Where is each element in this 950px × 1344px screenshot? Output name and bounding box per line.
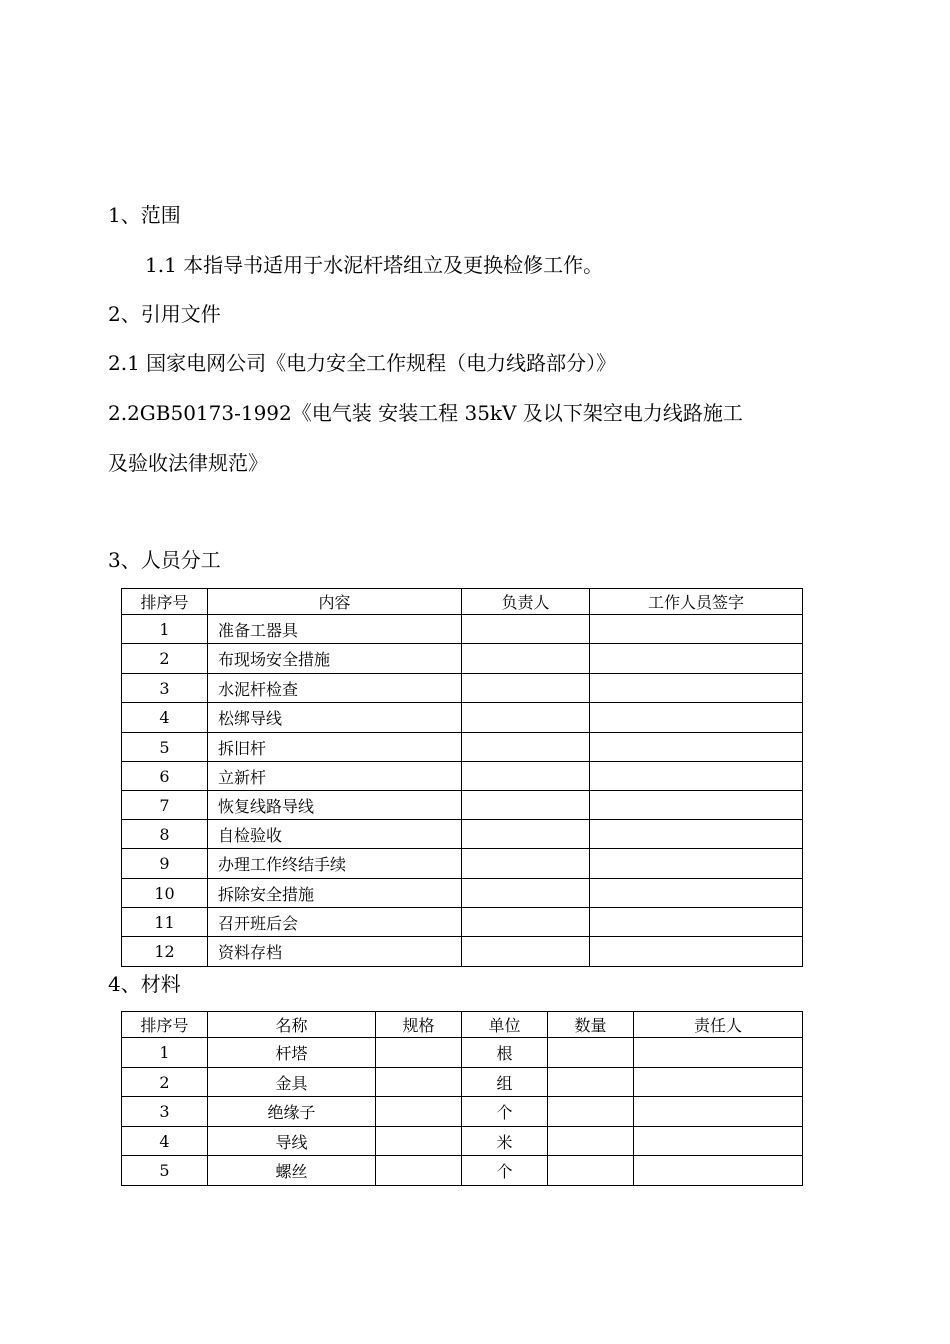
name-cell: 金具 bbox=[208, 1068, 376, 1097]
table-row bbox=[122, 937, 803, 967]
spec-cell bbox=[376, 1068, 462, 1097]
quantity-cell bbox=[548, 1038, 634, 1068]
section-4-title: 4、材料 bbox=[108, 972, 181, 996]
quantity-cell bbox=[548, 1097, 634, 1127]
owner-cell bbox=[462, 791, 590, 820]
name-cell: 杆塔 bbox=[208, 1038, 376, 1068]
owner-cell bbox=[462, 674, 590, 703]
table-row bbox=[122, 1068, 803, 1097]
spec-cell bbox=[376, 1097, 462, 1127]
signature-cell bbox=[590, 791, 803, 820]
table-row bbox=[122, 908, 803, 937]
table-row bbox=[122, 762, 803, 791]
owner-cell bbox=[462, 733, 590, 762]
table-row bbox=[122, 615, 803, 644]
table-row bbox=[122, 791, 803, 820]
materials-table-body bbox=[122, 1038, 803, 1186]
table-row bbox=[122, 849, 803, 879]
header-cell: 负责人 bbox=[462, 589, 590, 615]
signature-cell bbox=[590, 703, 803, 733]
owner-cell bbox=[462, 879, 590, 908]
row-number-cell: 2 bbox=[122, 1068, 208, 1097]
owner-cell bbox=[634, 1038, 803, 1068]
content-cell: 恢复线路导线 bbox=[208, 791, 462, 820]
row-number-cell: 7 bbox=[122, 791, 208, 820]
unit-cell: 米 bbox=[462, 1127, 548, 1156]
spec-cell bbox=[376, 1038, 462, 1068]
content-cell: 拆除安全措施 bbox=[208, 879, 462, 908]
quantity-cell bbox=[548, 1068, 634, 1097]
name-cell: 绝缘子 bbox=[208, 1097, 376, 1127]
signature-cell bbox=[590, 733, 803, 762]
table-header-row bbox=[122, 589, 803, 615]
row-number-cell: 12 bbox=[122, 937, 208, 967]
signature-cell bbox=[590, 849, 803, 879]
table-row bbox=[122, 733, 803, 762]
materials-table bbox=[121, 1011, 803, 1186]
section-2-2-text-line2: 及验收法律规范》 bbox=[108, 451, 268, 475]
row-number-cell: 8 bbox=[122, 820, 208, 849]
table-header-row bbox=[122, 1012, 803, 1038]
spec-cell bbox=[376, 1127, 462, 1156]
signature-cell bbox=[590, 908, 803, 937]
row-number-cell: 2 bbox=[122, 644, 208, 674]
owner-cell bbox=[462, 849, 590, 879]
content-cell: 松绑导线 bbox=[208, 703, 462, 733]
unit-cell: 根 bbox=[462, 1038, 548, 1068]
header-cell: 责任人 bbox=[634, 1012, 803, 1038]
content-cell: 立新杆 bbox=[208, 762, 462, 791]
table-row bbox=[122, 820, 803, 849]
row-number-cell: 11 bbox=[122, 908, 208, 937]
section-3-title: 3、人员分工 bbox=[108, 548, 221, 572]
header-cell: 排序号 bbox=[122, 589, 208, 615]
signature-cell bbox=[590, 762, 803, 791]
section-2-title: 2、引用文件 bbox=[108, 302, 221, 326]
row-number-cell: 3 bbox=[122, 1097, 208, 1127]
content-cell: 办理工作终结手续 bbox=[208, 849, 462, 879]
unit-cell: 个 bbox=[462, 1156, 548, 1186]
row-number-cell: 4 bbox=[122, 1127, 208, 1156]
content-cell: 准备工器具 bbox=[208, 615, 462, 644]
table-row bbox=[122, 1097, 803, 1127]
section-1-1-text: 1.1 本指导书适用于水泥杆塔组立及更换检修工作。 bbox=[145, 253, 604, 277]
signature-cell bbox=[590, 937, 803, 967]
header-cell: 单位 bbox=[462, 1012, 548, 1038]
table-row bbox=[122, 1156, 803, 1186]
spec-cell bbox=[376, 1156, 462, 1186]
owner-cell bbox=[462, 615, 590, 644]
content-cell: 召开班后会 bbox=[208, 908, 462, 937]
section-2-1-text: 2.1 国家电网公司《电力安全工作规程（电力线路部分）》 bbox=[108, 351, 617, 375]
table-row bbox=[122, 674, 803, 703]
table-row bbox=[122, 703, 803, 733]
quantity-cell bbox=[548, 1127, 634, 1156]
signature-cell bbox=[590, 879, 803, 908]
personnel-table bbox=[121, 588, 803, 967]
row-number-cell: 4 bbox=[122, 703, 208, 733]
owner-cell bbox=[634, 1068, 803, 1097]
row-number-cell: 3 bbox=[122, 674, 208, 703]
content-cell: 水泥杆检查 bbox=[208, 674, 462, 703]
table-row bbox=[122, 644, 803, 674]
owner-cell bbox=[634, 1097, 803, 1127]
header-cell: 数量 bbox=[548, 1012, 634, 1038]
section-2-2-text-line1: 2.2GB50173-1992《电气装 安装工程 35kV 及以下架空电力线路施工 bbox=[108, 401, 743, 425]
table-row bbox=[122, 1127, 803, 1156]
signature-cell bbox=[590, 644, 803, 674]
content-cell: 自检验收 bbox=[208, 820, 462, 849]
owner-cell bbox=[462, 703, 590, 733]
row-number-cell: 1 bbox=[122, 615, 208, 644]
row-number-cell: 10 bbox=[122, 879, 208, 908]
row-number-cell: 5 bbox=[122, 733, 208, 762]
content-cell: 布现场安全措施 bbox=[208, 644, 462, 674]
header-cell: 规格 bbox=[376, 1012, 462, 1038]
owner-cell bbox=[462, 762, 590, 791]
content-cell: 资料存档 bbox=[208, 937, 462, 967]
signature-cell bbox=[590, 615, 803, 644]
personnel-table-body bbox=[122, 615, 803, 967]
unit-cell: 个 bbox=[462, 1097, 548, 1127]
header-cell: 内容 bbox=[208, 589, 462, 615]
section-1-title: 1、范围 bbox=[108, 203, 181, 227]
signature-cell bbox=[590, 674, 803, 703]
owner-cell bbox=[634, 1156, 803, 1186]
signature-cell bbox=[590, 820, 803, 849]
owner-cell bbox=[462, 908, 590, 937]
row-number-cell: 5 bbox=[122, 1156, 208, 1186]
header-cell: 工作人员签字 bbox=[590, 589, 803, 615]
row-number-cell: 1 bbox=[122, 1038, 208, 1068]
name-cell: 导线 bbox=[208, 1127, 376, 1156]
owner-cell bbox=[462, 820, 590, 849]
name-cell: 螺丝 bbox=[208, 1156, 376, 1186]
unit-cell: 组 bbox=[462, 1068, 548, 1097]
row-number-cell: 6 bbox=[122, 762, 208, 791]
table-row bbox=[122, 1038, 803, 1068]
table-row bbox=[122, 879, 803, 908]
quantity-cell bbox=[548, 1156, 634, 1186]
owner-cell bbox=[462, 644, 590, 674]
owner-cell bbox=[462, 937, 590, 967]
header-cell: 名称 bbox=[208, 1012, 376, 1038]
header-cell: 排序号 bbox=[122, 1012, 208, 1038]
row-number-cell: 9 bbox=[122, 849, 208, 879]
owner-cell bbox=[634, 1127, 803, 1156]
content-cell: 拆旧杆 bbox=[208, 733, 462, 762]
